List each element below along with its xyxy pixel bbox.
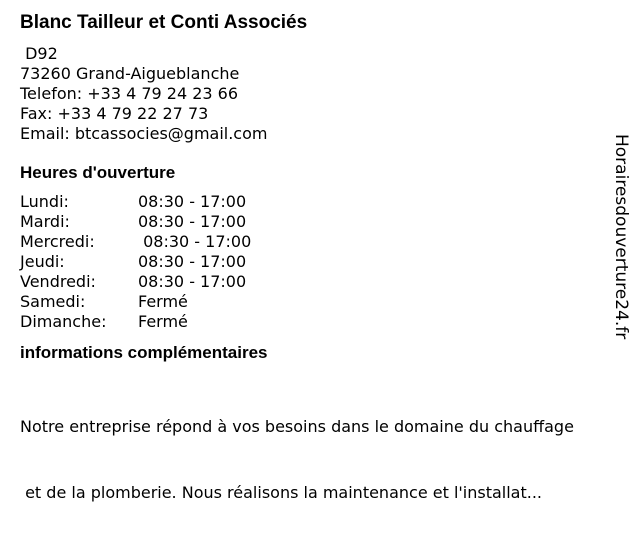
hours-time: 08:30 - 17:00 (138, 252, 247, 271)
site-watermark: Horairesdouverture24.fr (611, 134, 631, 340)
hours-day: Lundi: (20, 192, 69, 211)
business-name: Blanc Tailleur et Conti Associés (20, 12, 308, 33)
opening-hours-heading: Heures d'ouverture (20, 163, 176, 182)
hours-time: 08:30 - 17:00 (138, 192, 247, 211)
hours-row-sunday (20, 312, 610, 332)
hours-time: Fermé (138, 292, 188, 311)
hours-day: Samedi: (20, 292, 86, 311)
hours-time: 08:30 - 17:00 (138, 272, 247, 291)
contact-block (20, 44, 610, 144)
info-line: Notre entreprise répond à vos besoins dans le domaine du chauffage (20, 417, 574, 436)
fax-number: Fax: +33 4 79 22 27 73 (20, 104, 209, 123)
hours-day: Vendredi: (20, 272, 96, 291)
hours-row-wednesday (20, 232, 610, 252)
hours-time: 08:30 - 17:00 (138, 212, 247, 231)
address-street: D92 (20, 44, 58, 63)
additional-info-text (20, 372, 610, 548)
phone-number: Telefon: +33 4 79 24 23 66 (20, 84, 239, 103)
hours-row-tuesday (20, 212, 610, 232)
hours-time: 08:30 - 17:00 (138, 232, 252, 251)
info-line: et de la plomberie. Nous réalisons la maintenance et l'installat... (20, 483, 543, 502)
hours-row-thursday (20, 252, 610, 272)
hours-row-saturday (20, 292, 610, 312)
hours-row-friday (20, 272, 610, 292)
business-card (20, 10, 610, 548)
email-address: Email: btcassocies@gmail.com (20, 124, 268, 143)
hours-day: Dimanche: (20, 312, 107, 331)
hours-day: Mardi: (20, 212, 70, 231)
address-city: 73260 Grand-Aigueblanche (20, 64, 240, 83)
additional-info-heading: informations complémentaires (20, 343, 268, 362)
hours-day: Jeudi: (20, 252, 65, 271)
hours-day: Mercredi: (20, 232, 95, 251)
hours-row-monday (20, 192, 610, 212)
opening-hours-table (20, 192, 610, 332)
hours-time: Fermé (138, 312, 188, 331)
